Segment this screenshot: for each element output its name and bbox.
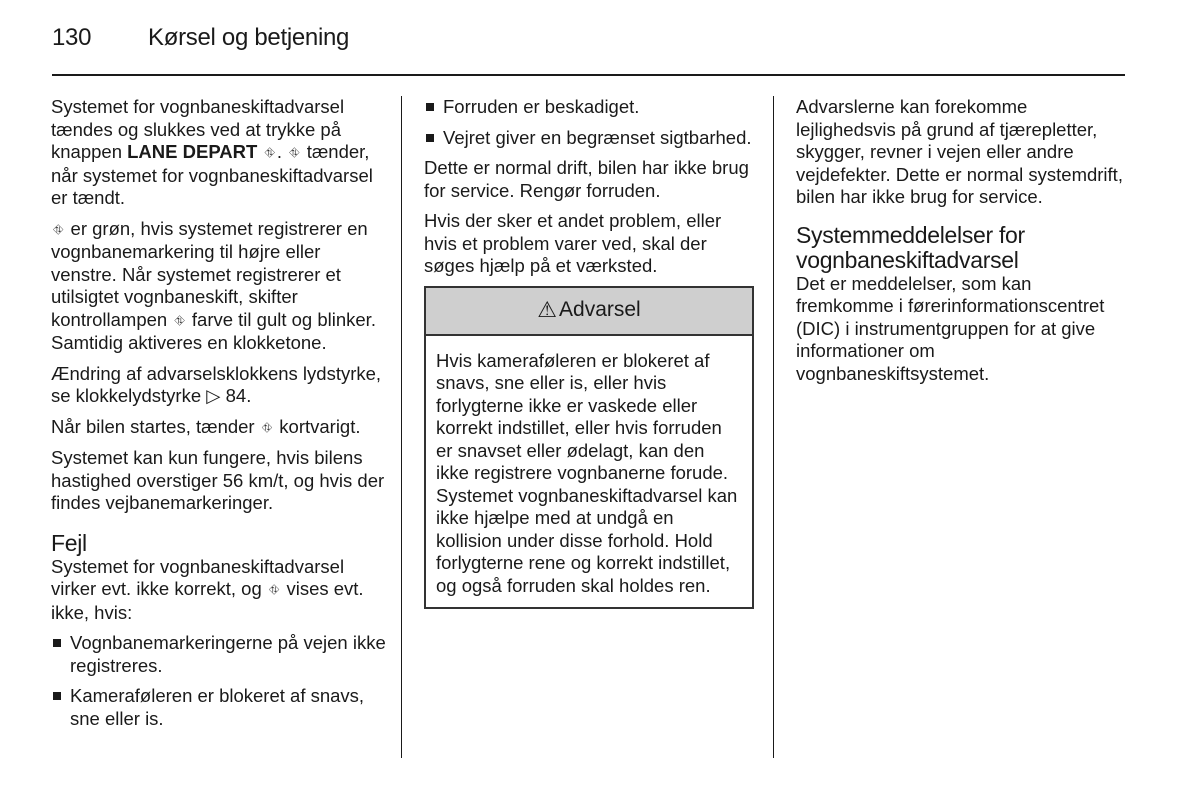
lane-departure-icon: ⛗ [53,221,64,237]
section-heading-fejl: Fejl [51,529,87,556]
header-rule [52,74,1125,76]
warning-header [426,288,752,336]
paragraph: Advarslerne kan forekomme lejlighedsvis på grund af tjærepletter, skygger, revner i vejen eller andre vejdefekter. Dette er normal systemdrift, bilen har ikke brug for service. [796,96,1123,207]
list-item: Vognbanemarkeringerne på vejen ikke registreres. [51,632,386,677]
paragraph: Systemet for vognbaneskiftadvarsel tændes og slukkes ved at trykke på knappen LANE DEPART ⛗ . ⛗ tænder, når systemet for vognbaneskiftadvarsel er tændt. [51,96,373,208]
page-header [52,24,349,58]
bullet-list [51,632,386,730]
lane-departure-icon: ⛗ [268,582,280,597]
paragraph: Hvis der sker et andet problem, eller hvis et problem varer ved, skal der søges hjælp på et værksted. [424,210,722,276]
column-3 [796,96,1126,393]
warning-box [424,286,754,610]
lane-departure-icon: ⛗ [261,419,273,435]
lane-departure-icon: ⛗ [174,312,185,328]
warning-title: Advarsel [559,298,641,322]
paragraph: ⛗ er grøn, hvis systemet registrerer en vognbanemarkering til højre eller venstre. Når systemet registrerer et utilsigtet vognbaneskift, skifter kontrollampen ⛗ farve til gult og blinker. Samtidig aktiveres en klokketone. [51,217,376,353]
paragraph: Når bilen startes, tænder ⛗ kortvarigt. [51,416,386,440]
list-item: Vejret giver en begrænset sigtbarhed. [424,127,754,150]
warning-triangle-icon: ⚠ [537,297,558,323]
lane-departure-icon: ⛗ [264,145,275,160]
column-2 [424,96,754,609]
lane-depart-button-label: LANE DEPART [127,141,258,162]
section-heading-systemmeddelelser: Systemmeddelelser for vognbaneskiftadvarsel [796,221,1025,273]
page-reference[interactable]: 84. [225,385,252,406]
column-divider-1 [401,96,402,758]
paragraph: Ændring af advarselsklokkens lydstyrke, se klokkelydstyrke ▷ 84. [51,362,382,406]
paragraph: Dette er normal drift, bilen har ikke brug for service. Rengør forruden. [424,157,749,201]
page-title: Kørsel og betjening [148,24,350,51]
paragraph: Systemet kan kun fungere, hvis bilens hastighed overstiger 56 km/t, og hvis der findes vejbanemarkeringer. [51,447,385,513]
column-1 [51,96,386,738]
paragraph: Det er meddelelser, som kan fremkomme i førerinformationscentret (DIC) i instrumentgruppen for at give informationer om vognbaneskiftsystemet. [796,272,1105,384]
page-number: 130 [52,24,92,51]
page-ref-arrow-icon: ▷ [206,385,221,406]
bullet-list [424,96,754,149]
warning-text: Hvis kameraføleren er blokeret af snavs, sne eller is, eller hvis forlygterne ikke er vaskede eller korrekt indstillet, eller hvis forruden er snavset eller ødelagt, kan den ikke registrere vognbanerne forude. Systemet vognbaneskiftadvarsel kan ikke hjælpe med at undgå en kollision under disse forhold. Hold forlygterne rene og korrekt indstillet, og også forruden skal holdes ren. [436,349,738,596]
lane-departure-icon: ⛗ [289,145,300,160]
list-item: Forruden er beskadiget. [424,96,754,119]
paragraph: Systemet for vognbaneskiftadvarsel virker evt. ikke korrekt, og ⛗ vises evt. ikke, hvis: [51,555,364,623]
column-divider-2 [773,96,774,758]
list-item: Kameraføleren er blokeret af snavs, sne eller is. [51,685,386,730]
